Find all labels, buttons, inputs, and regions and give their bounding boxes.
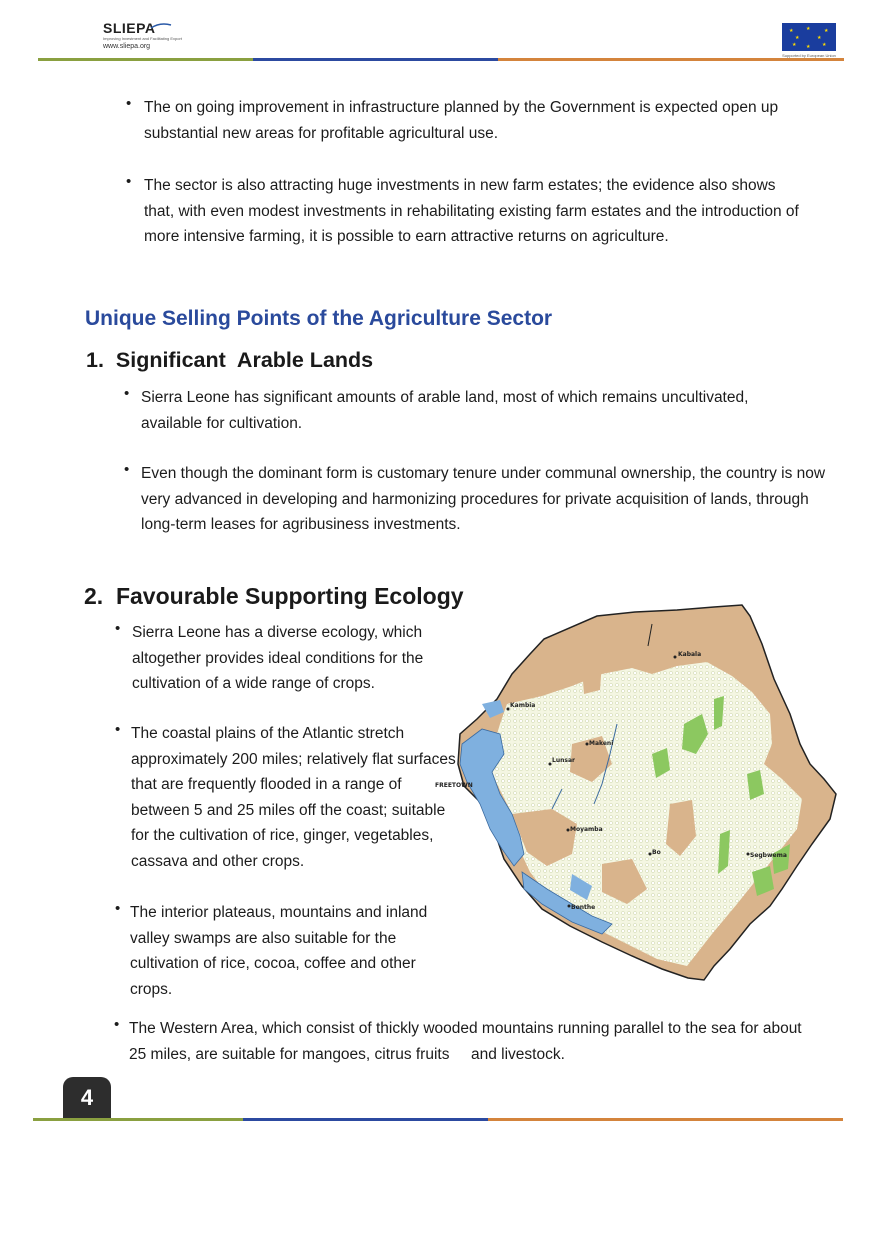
section2-bullet-text: The Western Area, which consist of thickly wooded mountains running parallel to the sea for about 25 miles, are suitable for mangoes, citrus fruits and livestock. <box>129 1020 806 1063</box>
ecology-map <box>435 604 842 986</box>
bullet-icon: • <box>124 385 130 402</box>
intro-bullet-text: The on going improvement in infrastructure planned by the Government is expected open up substantial new areas for profitable agricultural use. <box>144 99 779 142</box>
svg-text:Segbwema: Segbwema <box>750 852 787 859</box>
svg-text:Bo: Bo <box>652 849 661 856</box>
section2-bullet-text: The coastal plains of the Atlantic stretch approximately 200 miles; relatively flat surfaces that are frequently flooded in a range of between 5 and 25 miles off the coast; suitable for the cultivation of rice, ginger, vegetables, cassava and other crops. <box>131 725 456 870</box>
svg-text:Bonthe: Bonthe <box>571 904 596 911</box>
svg-text:★: ★ <box>806 26 811 32</box>
svg-text:★: ★ <box>817 35 822 41</box>
section2-bullet-text: The interior plateaus, mountains and inland valley swamps are also suitable for the cultivation of rice, cocoa, coffee and other crops. <box>130 904 428 998</box>
bullet-icon: • <box>115 721 121 738</box>
svg-text:Lunsar: Lunsar <box>552 757 575 764</box>
section2-bullet-text: Sierra Leone has a diverse ecology, which altogether provides ideal conditions for the cultivation of a wide range of crops. <box>132 624 424 692</box>
header-divider <box>38 58 844 61</box>
page-number: 4 <box>63 1077 111 1119</box>
bullet-icon: • <box>126 95 132 112</box>
svg-text:Moyamba: Moyamba <box>570 826 603 833</box>
svg-text:Kabala: Kabala <box>678 651 702 658</box>
svg-text:Makeni: Makeni <box>589 740 614 747</box>
intro-bullet-text: The sector is also attracting huge investments in new farm estates; the evidence also shows that, with even modest investments in rehabilitating existing farm estates and the introduction of more intensive farming, it is possible to earn attractive returns on agriculture. <box>144 177 799 245</box>
svg-text:★: ★ <box>806 44 811 50</box>
svg-text:FREETOWN: FREETOWN <box>435 782 473 789</box>
org-website: www.sliepa.org <box>103 43 151 50</box>
svg-text:★: ★ <box>792 42 797 48</box>
bullet-icon: • <box>114 1016 120 1033</box>
svg-text:★: ★ <box>789 28 794 34</box>
section1-bullet-text: Even though the dominant form is customary tenure under communal ownership, the country is now very advanced in developing and harmonizing procedures for private acquisition of lands, through long-term leases for agribusiness investments. <box>141 465 826 533</box>
svg-text:★: ★ <box>824 28 829 34</box>
section1-heading: 1. Significant Arable Lands <box>86 348 374 372</box>
logo-swoosh-icon <box>150 20 172 30</box>
bullet-icon: • <box>124 461 130 478</box>
svg-text:★: ★ <box>822 42 827 48</box>
svg-text:★: ★ <box>795 35 800 41</box>
org-tagline: Improving Investment and Facilitating Export <box>103 36 182 41</box>
bullet-icon: • <box>115 620 121 637</box>
section1-bullet-text: Sierra Leone has significant amounts of arable land, most of which remains uncultivated, available for cultivation. <box>141 389 749 432</box>
bullet-icon: • <box>115 900 121 917</box>
usp-heading: Unique Selling Points of the Agriculture Sector <box>85 307 553 330</box>
bullet-icon: • <box>126 173 132 190</box>
svg-text:Kambia: Kambia <box>510 702 536 709</box>
eu-flag-icon <box>782 23 836 51</box>
org-logo-name: SLIEPA <box>103 20 156 36</box>
section2-heading: 2. Favourable Supporting Ecology <box>84 583 464 609</box>
footer-divider <box>33 1118 843 1121</box>
eu-caption: Supported by European Union <box>782 53 836 58</box>
